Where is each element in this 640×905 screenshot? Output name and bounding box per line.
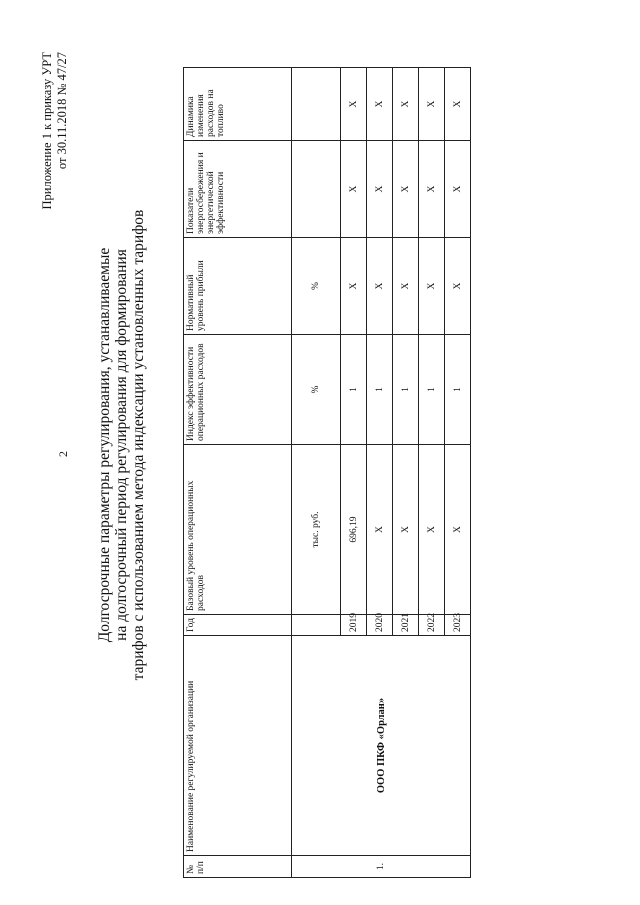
header-energy-indicators: Показатели энергосбережения и энергетической эффективности xyxy=(184,141,292,238)
units-energy xyxy=(292,141,341,238)
row-year: 2021 xyxy=(393,615,419,636)
appendix-header xyxy=(40,52,70,210)
row-year: 2022 xyxy=(419,615,445,636)
row-base: 696,19 xyxy=(341,445,367,615)
header-base-level: Базовый уровень операционных расходов xyxy=(184,445,292,615)
row-profit: Х xyxy=(419,238,445,335)
row-fuel: Х xyxy=(341,68,367,141)
row-fuel: Х xyxy=(367,68,393,141)
header-efficiency-index: Индекс эффективности операционных расходов xyxy=(184,335,292,445)
parameters-table-wrapper xyxy=(183,68,471,878)
title-line-3: тарифов с использованием метода индексации установленных тарифов xyxy=(130,209,147,681)
row-base: Х xyxy=(419,445,445,615)
row-base: Х xyxy=(393,445,419,615)
org-name: ООО ПКФ «Орлан» xyxy=(292,636,471,856)
page-number: 2 xyxy=(56,451,70,457)
title-line-1: Долгосрочные параметры регулирования, устанавливаемые xyxy=(96,247,113,643)
row-profit: Х xyxy=(341,238,367,335)
units-profit: % xyxy=(292,238,341,335)
row-profit: Х xyxy=(367,238,393,335)
row-fuel: Х xyxy=(393,68,419,141)
header-num: № п/п xyxy=(184,856,292,878)
row-fuel: Х xyxy=(445,68,471,141)
units-index: % xyxy=(292,335,341,445)
row-index: 1 xyxy=(419,335,445,445)
org-number: 1. xyxy=(292,856,471,878)
appendix-line-1: Приложение 1 к приказу УРТ xyxy=(40,52,54,210)
row-energy: Х xyxy=(367,141,393,238)
row-energy: Х xyxy=(445,141,471,238)
row-profit: Х xyxy=(393,238,419,335)
row-base: Х xyxy=(367,445,393,615)
appendix-line-2: от 30.11.2018 № 47/27 xyxy=(55,52,69,170)
row-fuel: Х xyxy=(419,68,445,141)
row-base: Х xyxy=(445,445,471,615)
header-profit-level: Нормативный уровень прибыли xyxy=(184,238,292,335)
units-fuel xyxy=(292,68,341,141)
row-index: 1 xyxy=(445,335,471,445)
document-title xyxy=(96,115,147,775)
row-energy: Х xyxy=(341,141,367,238)
header-fuel-dynamics: Динамика изменения расходов на топливо xyxy=(184,68,292,141)
row-profit: Х xyxy=(445,238,471,335)
row-index: 1 xyxy=(393,335,419,445)
row-index: 1 xyxy=(367,335,393,445)
table-units-row xyxy=(292,68,341,878)
header-year: Год xyxy=(184,615,292,636)
row-energy: Х xyxy=(393,141,419,238)
units-base: тыс. руб. xyxy=(292,445,341,615)
header-org: Наименование регулируемой организации xyxy=(184,636,292,856)
row-year: 2023 xyxy=(445,615,471,636)
row-year: 2020 xyxy=(367,615,393,636)
units-year xyxy=(292,615,341,636)
row-index: 1 xyxy=(341,335,367,445)
title-line-2: на долгосрочный период регулирования для формирования xyxy=(113,249,130,641)
parameters-table xyxy=(183,67,471,878)
table-header-row xyxy=(184,68,292,878)
row-energy: Х xyxy=(419,141,445,238)
row-year: 2019 xyxy=(341,615,367,636)
